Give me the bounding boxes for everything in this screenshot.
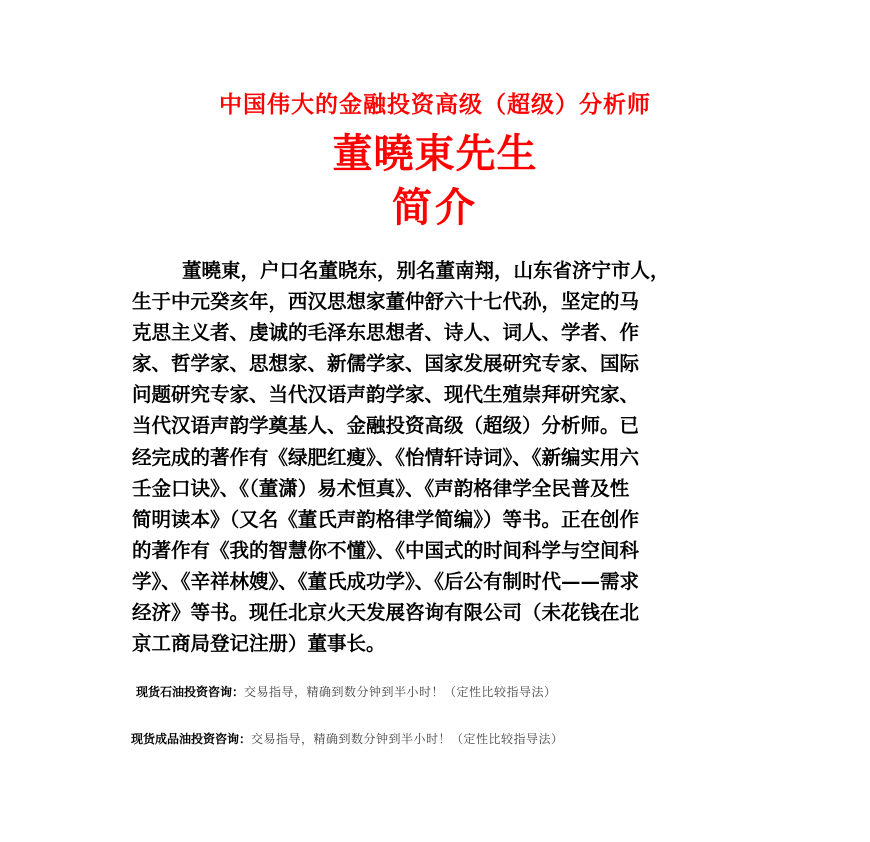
bio-line: 简明读本》（又名《董氏声韵格律学简编》）等书。正在创作 (132, 507, 640, 531)
bio-line: 学》、《辛祥林嫂》、《董氏成功学》、《后公有制时代——需求 (132, 569, 640, 593)
bio-line: 经完成的著作有《绿肥红瘦》、《怡情轩诗词》、《新编实用六 (132, 445, 640, 469)
bio-line: 董曉東，户口名董晓东，别名董南翔，山东省济宁市人， (182, 259, 670, 282)
consultation-label: 现货成品油投资咨询： (131, 732, 252, 746)
consultation-text: 交易指导，精确到数分钟到半小时！（定性比较指导法） (244, 685, 557, 699)
bio-line: 经济》等书。现任北京火天发展咨询有限公司（未花钱在北 (132, 601, 640, 625)
consultation-label: 现货石油投资咨询： (136, 685, 245, 699)
bio-line: 克思主义者、虔诚的毛泽东思想者、诗人、词人、学者、作 (132, 321, 640, 345)
bio-line: 问题研究专家、当代汉语声韵学家、现代生殖崇拜研究家、 (132, 383, 640, 407)
bio-line: 京工商局登记注册）董事长。 (132, 632, 386, 656)
crude-oil-consultation (136, 684, 557, 700)
biography-paragraph (132, 255, 752, 659)
refined-oil-consultation (131, 731, 564, 747)
bio-line: 家、哲学家、思想家、新儒学家、国家发展研究专家、国际 (132, 352, 640, 376)
subtitle: 中国伟大的金融投资高级（超级）分析师 (219, 91, 651, 118)
bio-line: 生于中元癸亥年，西汉思想家董仲舒六十七代孙，坚定的马 (132, 290, 640, 314)
bio-line: 当代汉语声韵学奠基人、金融投资高级（超级）分析师。已 (132, 414, 640, 438)
bio-line: 壬金口诀》、《（董潇）易术恒真》、《声韵格律学全民普及性 (132, 476, 630, 500)
bio-line: 的著作有《我的智慧你不懂》、《中国式的时间科学与空间科 (132, 538, 640, 562)
page-heading: 简介 (392, 184, 478, 231)
person-name: 董曉東先生 (332, 130, 538, 177)
consultation-text: 交易指导，精确到数分钟到半小时！（定性比较指导法） (251, 732, 564, 746)
